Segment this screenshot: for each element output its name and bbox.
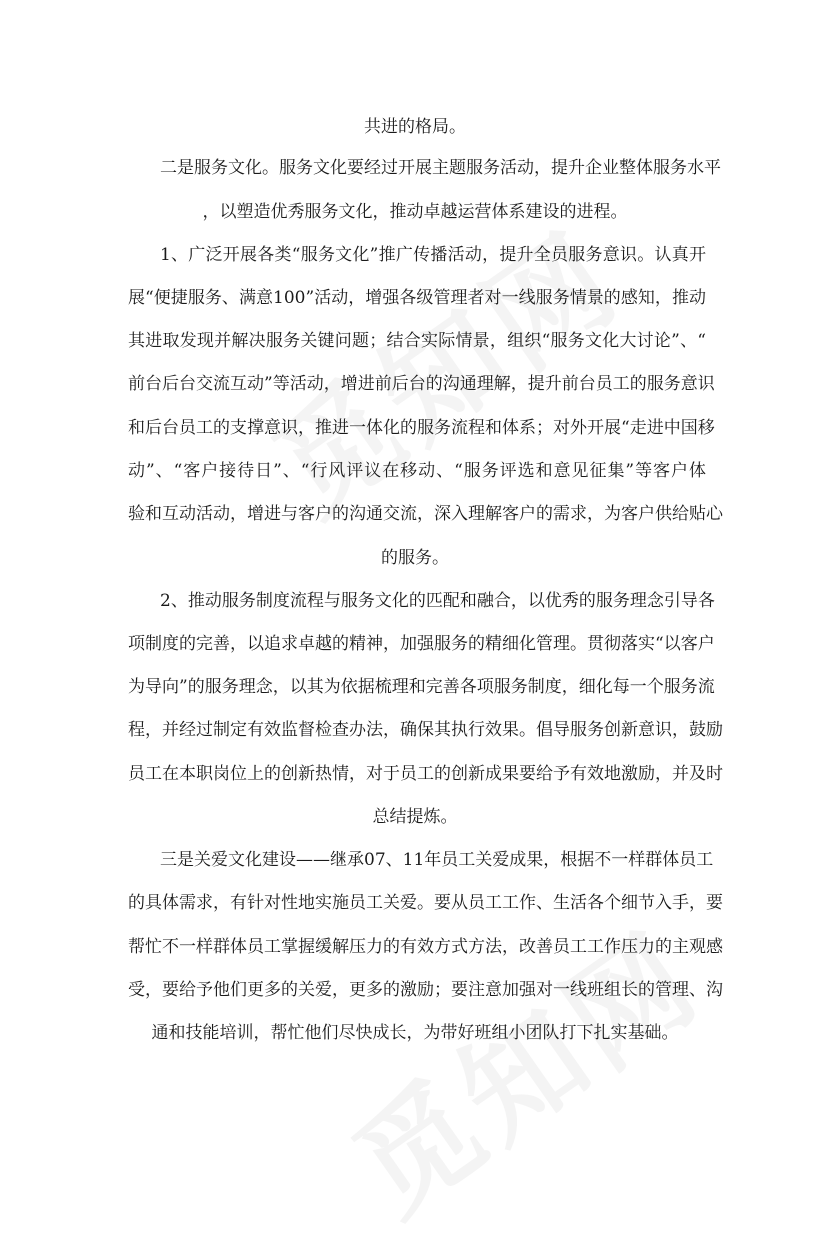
paragraph-line: 受，要给予他们更多的关爱，更多的激励；要注意加强对一线班组长的管理、沟 xyxy=(128,980,723,1000)
paragraph-line: 其进取发现并解决服务关键问题；结合实际情景，组织“服务文化大讨论”、“ xyxy=(128,331,706,351)
paragraph-line: 为导向”的服务理念，以其为依据梳理和完善各项服务制度，细化每一个服务流 xyxy=(128,677,715,697)
paragraph-line: 总结提炼。 xyxy=(372,807,458,827)
paragraph-line: 2、推动服务制度流程与服务文化的匹配和融合，以优秀的服务理念引导各 xyxy=(160,591,715,611)
paragraph-line: 动”、“客户接待日”、“行风评议在移动、“服务评选和意见征集”等客户体 xyxy=(128,461,706,481)
paragraph-line: 和后台员工的支撑意识，推进一体化的服务流程和体系；对外开展“走进中国移 xyxy=(128,418,715,438)
paragraph-line: 通和技能培训，帮忙他们尽快成长，为带好班组小团队打下扎实基础。 xyxy=(151,1023,679,1043)
watermark xyxy=(235,185,648,546)
paragraph-line: 验和互动活动，增进与客户的沟通交流，深入理解客户的需求，为客户供给贴心 xyxy=(128,504,723,524)
paragraph-line: 共进的格局。 xyxy=(364,117,466,137)
paragraph-line: 二是服务文化。服务文化要经过开展主题服务活动，提升企业整体服务水平 xyxy=(160,158,721,178)
paragraph-line: 帮忙不一样群体员工掌握缓解压力的有效方式方法，改善员工工作压力的主观感 xyxy=(128,937,723,957)
paragraph-line: 项制度的完善，以追求卓越的精神，加强服务的精细化管理。贯彻落实“以客户 xyxy=(128,634,715,654)
paragraph-line: 三是关爱文化建设——继承07、11年员工关爱成果，根据不一样群体员工 xyxy=(160,850,714,870)
paragraph-line: ，以塑造优秀服务文化，推动卓越运营体系建设的进程。 xyxy=(202,202,628,222)
paragraph-line: 前台后台交流互动”等活动，增进前后台的沟通理解，提升前台员工的服务意识 xyxy=(128,374,715,394)
paragraph-line: 员工在本职岗位上的创新热情，对于员工的创新成果要给予有效地激励，并及时 xyxy=(128,764,723,784)
paragraph-line: 展“便捷服务、满意100”活动，增强各级管理者对一线服务情景的感知，推动 xyxy=(128,288,706,308)
paragraph-line: 的服务。 xyxy=(381,548,449,568)
paragraph-line: 的具体需求，有针对性地实施员工关爱。要从员工工作、生活各个细节入手，要 xyxy=(128,893,723,913)
paragraph-line: 程，并经过制定有效监督检查办法，确保其执行效果。倡导服务创新意识，鼓励 xyxy=(128,720,723,740)
paragraph-line: 1、广泛开展各类“服务文化”推广传播活动，提升全员服务意识。认真开 xyxy=(160,245,706,265)
